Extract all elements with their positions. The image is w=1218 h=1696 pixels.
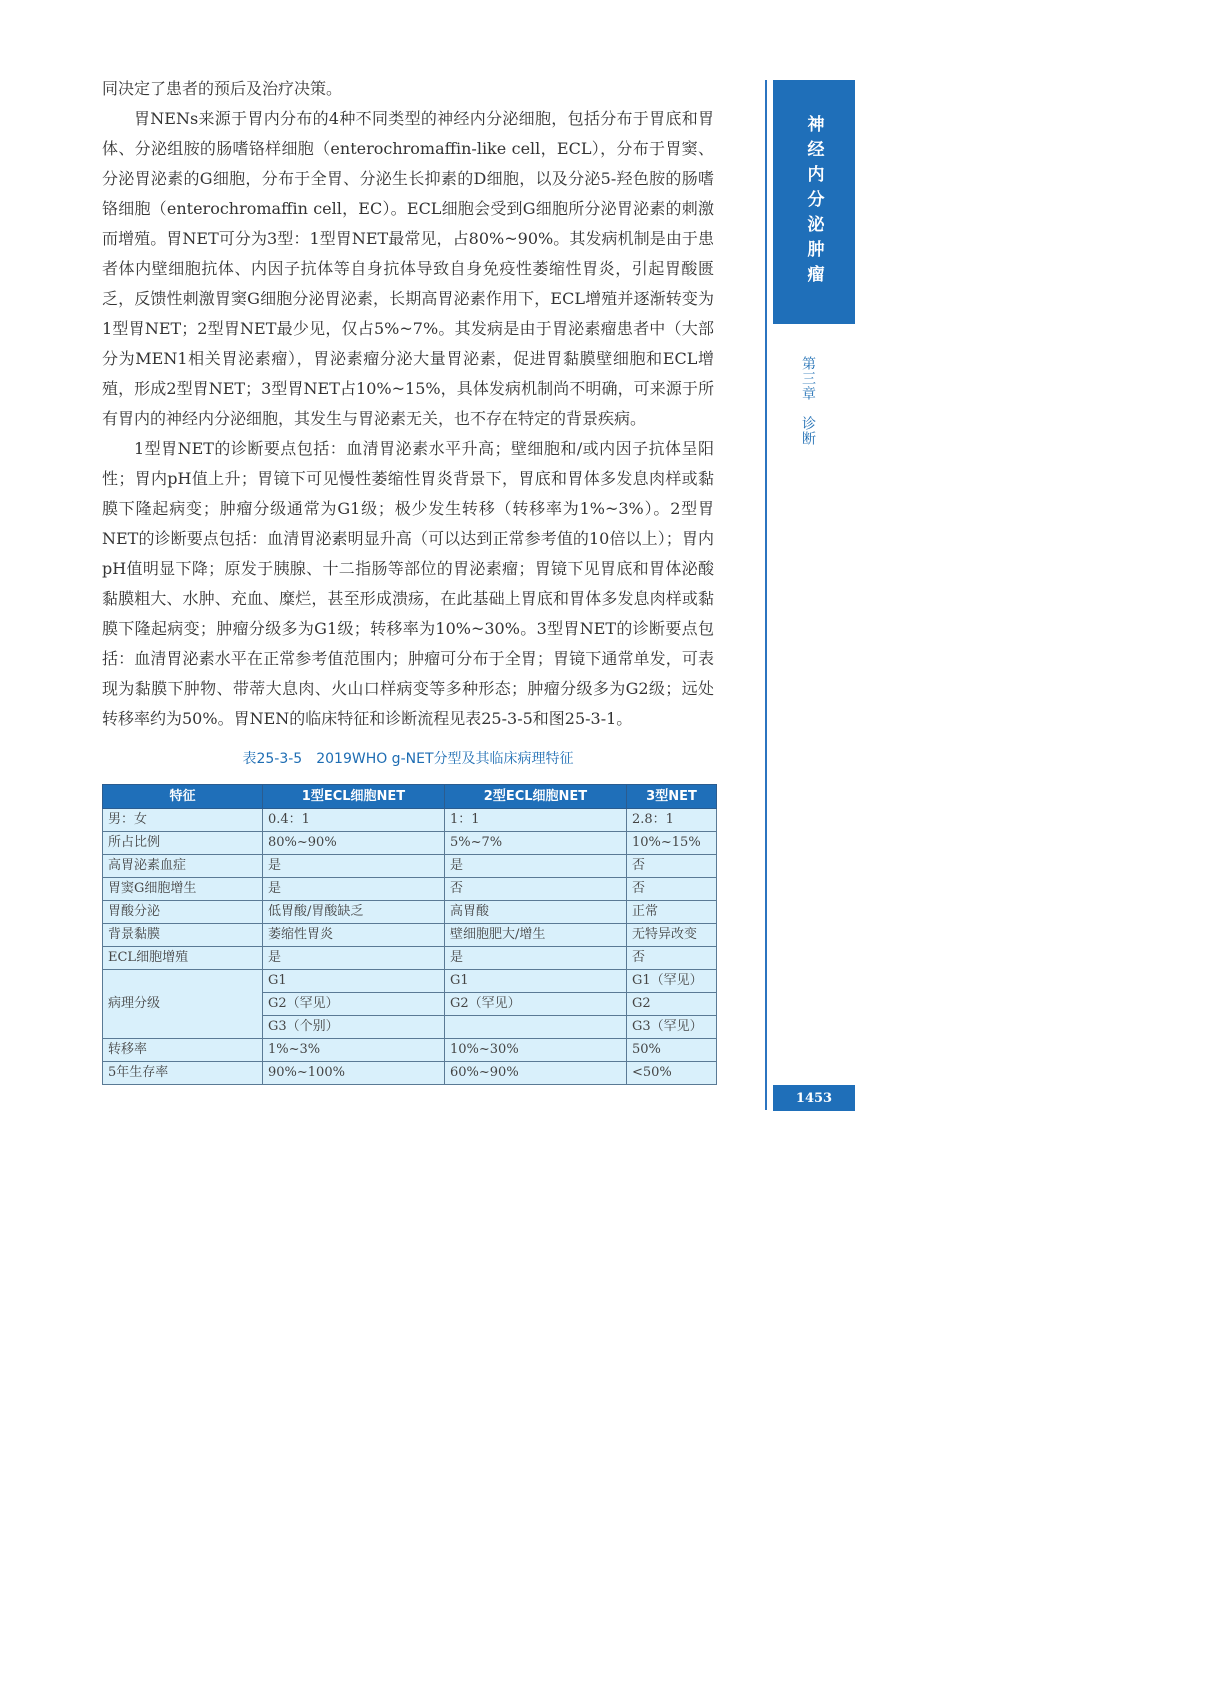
table-row	[103, 1039, 717, 1062]
table-cell: 否	[627, 855, 717, 878]
table-cell: 壁细胞肥大/增生	[445, 924, 627, 947]
features-table	[102, 784, 717, 1085]
header-cell: 特征	[103, 785, 263, 809]
table-cell: 胃窦G细胞增生	[103, 878, 263, 901]
table-row	[103, 947, 717, 970]
table-row	[103, 809, 717, 832]
table-cell: 50%	[627, 1039, 717, 1062]
table-cell: 胃酸分泌	[103, 901, 263, 924]
table-caption: 表25-3-5 2019WHO g-NET分型及其临床病理特征	[242, 751, 574, 767]
table-cell: 2.8：1	[627, 809, 717, 832]
chapter-tab	[773, 80, 855, 324]
table-cell: 低胃酸/胃酸缺乏	[263, 901, 445, 924]
table-cell: 否	[445, 878, 627, 901]
table-cell: 是	[263, 855, 445, 878]
header-cell: 2型ECL细胞NET	[445, 785, 627, 809]
table-row	[103, 832, 717, 855]
paragraph: 1型胃NET的诊断要点包括：血清胃泌素水平升高；壁细胞和/或内因子抗体呈阳性；胃内pH值上升；胃镜下可见慢性萎缩性胃炎背景下，胃底和胃体多发息肉样或黏膜下隆起病变；肿瘤分级通常为G1级；极少发生转移（转移率为1%~3%）。2型胃NET的诊断要点包括：血清胃泌素明显升高（可以达到正常参考值的10倍以上）；胃内pH值明显下降；原发于胰腺、十二指肠等部位的胃泌素瘤；胃镜下见胃底和胃体泌酸黏膜粗大、水肿、充血、糜烂，甚至形成溃疡，在此基础上胃底和胃体多发息肉样或黏膜下隆起病变；肿瘤分级多为G1级；转移率为10%~30%。3型胃NET的诊断要点包括：血清胃泌素水平在正常参考值范围内；肿瘤可分布于全胃；胃镜下通常单发，可表现为黏膜下肿物、带蒂大息肉、火山口样病变等多种形态；肿瘤分级多为G2级；远处转移率约为50%。胃NEN的临床特征和诊断流程见表25-3-5和图25-3-1。	[102, 439, 714, 728]
table-cell: 是	[263, 947, 445, 970]
table-cell: 5年生存率	[103, 1062, 263, 1085]
table-cell: 否	[627, 947, 717, 970]
table-row	[103, 924, 717, 947]
table-cell: 90%~100%	[263, 1062, 445, 1085]
table-cell: 60%~90%	[445, 1062, 627, 1085]
table-cell: G2（罕见）	[445, 993, 627, 1016]
table-cell: 1：1	[445, 809, 627, 832]
sidebar-rule	[765, 80, 767, 1110]
table-cell: G1	[263, 970, 445, 993]
table-cell: G3（个别）	[263, 1016, 445, 1039]
header-cell: 3型NET	[627, 785, 717, 809]
table-cell: G2	[627, 993, 717, 1016]
body-text	[102, 74, 714, 734]
table-cell: 10%~15%	[627, 832, 717, 855]
table-cell: 男：女	[103, 809, 263, 832]
paragraph: 同决定了患者的预后及治疗决策。	[102, 79, 343, 98]
table-header-row	[103, 785, 717, 809]
table-cell: G1（罕见）	[627, 970, 717, 993]
table-cell-grade-label: 病理分级	[103, 970, 263, 1039]
table-cell: G2（罕见）	[263, 993, 445, 1016]
table-cell: 0.4：1	[263, 809, 445, 832]
table-cell: ECL细胞增殖	[103, 947, 263, 970]
page-number: 1453	[773, 1085, 855, 1111]
table-cell: <50%	[627, 1062, 717, 1085]
table-cell: 10%~30%	[445, 1039, 627, 1062]
table-cell: G3（罕见）	[627, 1016, 717, 1039]
table-cell: 是	[263, 878, 445, 901]
section-label: 第三章 诊断	[800, 356, 816, 446]
table-row	[103, 1062, 717, 1085]
table-cell: G1	[445, 970, 627, 993]
table-cell: 高胃泌素血症	[103, 855, 263, 878]
table-cell: 是	[445, 855, 627, 878]
table-row	[103, 970, 717, 993]
table-cell: 80%~90%	[263, 832, 445, 855]
table-cell: 转移率	[103, 1039, 263, 1062]
table-cell: 否	[627, 878, 717, 901]
table-row	[103, 901, 717, 924]
table-cell: 5%~7%	[445, 832, 627, 855]
header-cell: 1型ECL细胞NET	[263, 785, 445, 809]
table-cell: 正常	[627, 901, 717, 924]
chapter-title: 神经内分泌肿瘤	[803, 114, 824, 290]
table-cell: 背景黏膜	[103, 924, 263, 947]
table-cell: 所占比例	[103, 832, 263, 855]
table-row	[103, 878, 717, 901]
table-cell: 高胃酸	[445, 901, 627, 924]
table-cell: 无特异改变	[627, 924, 717, 947]
table-cell: 是	[445, 947, 627, 970]
paragraph: 胃NENs来源于胃内分布的4种不同类型的神经内分泌细胞，包括分布于胃底和胃体、分泌组胺的肠嗜铬样细胞（enterochromaffin-like cell，ECL），分布于胃窦、分泌胃泌素的G细胞，分布于全胃、分泌生长抑素的D细胞，以及分泌5-羟色胺的肠嗜铬细胞（enterochromaffin cell，EC）。ECL细胞会受到G细胞所分泌胃泌素的刺激而增殖。胃NET可分为3型：1型胃NET最常见，占80%~90%。其发病机制是由于患者体内壁细胞抗体、内因子抗体等自身抗体导致自身免疫性萎缩性胃炎，引起胃酸匮乏，反馈性刺激胃窦G细胞分泌胃泌素，长期高胃泌素作用下，ECL增殖并逐渐转变为1型胃NET；2型胃NET最少见，仅占5%~7%。其发病是由于胃泌素瘤患者中（大部分为MEN1相关胃泌素瘤），胃泌素瘤分泌大量胃泌素，促进胃黏膜壁细胞和ECL增殖，形成2型胃NET；3型胃NET占10%~15%，具体发病机制尚不明确，可来源于所有胃内的神经内分泌细胞，其发生与胃泌素无关，也不存在特定的背景疾病。	[102, 109, 714, 428]
table-cell: 1%~3%	[263, 1039, 445, 1062]
table-cell	[445, 1016, 627, 1039]
table-row	[103, 855, 717, 878]
table-cell: 萎缩性胃炎	[263, 924, 445, 947]
